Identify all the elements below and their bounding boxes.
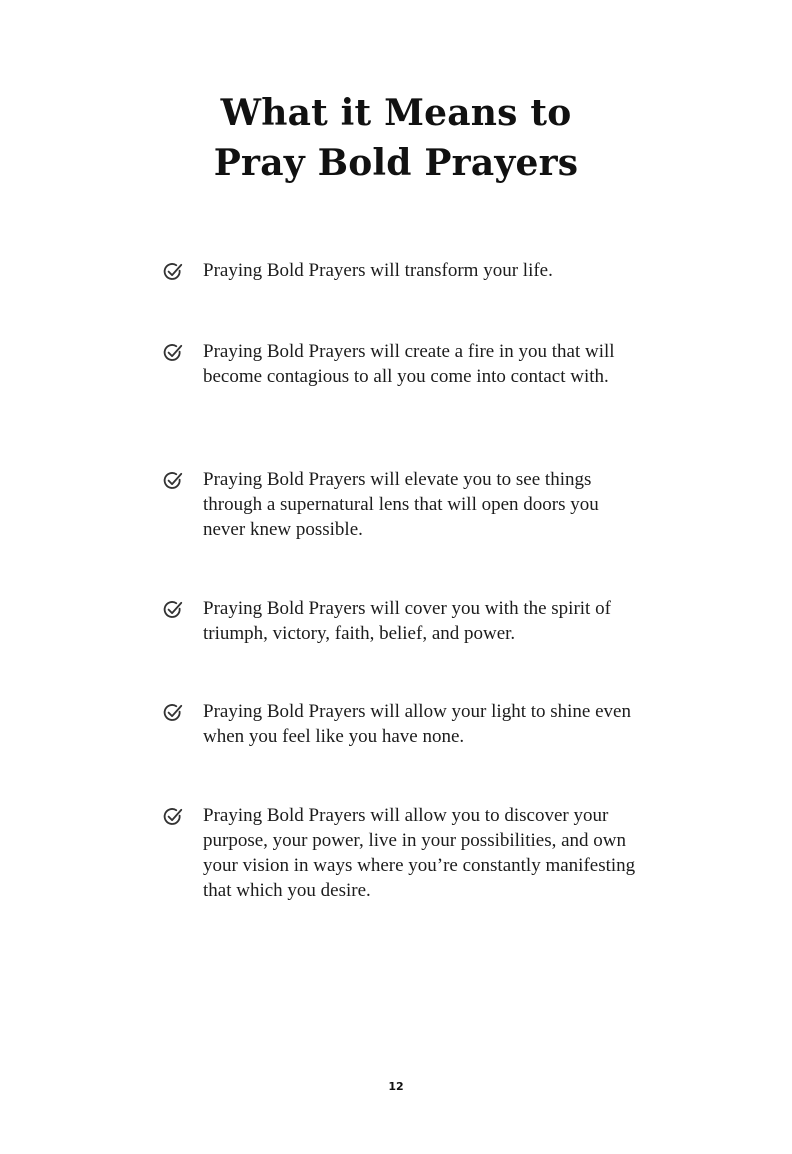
list-item [162,596,642,646]
page-title-line-1: What it Means to [220,92,572,134]
page-number: 12 [388,1080,404,1093]
list-item-text: Praying Bold Prayers will create a fire in you that will become contagious to all you come into contact with. [203,341,615,387]
list-item-text: Praying Bold Prayers will elevate you to see things through a supernatural lens that will open doors you never knew possible. [203,469,599,540]
check-circle-icon [162,702,184,724]
check-circle-icon [162,342,184,364]
list-item-text: Praying Bold Prayers will allow your light to shine even when you feel like you have none. [203,701,631,747]
check-circle-icon [162,599,184,621]
list-item [162,699,642,749]
check-circle-icon [162,470,184,492]
list-item-text: Praying Bold Prayers will transform your life. [203,260,553,281]
page-title [0,88,792,188]
check-circle-icon [162,261,184,283]
list-item [162,467,642,542]
list-item [162,339,642,389]
list-item-text: Praying Bold Prayers will cover you with the spirit of triumph, victory, faith, belief, and power. [203,598,611,644]
list-item [162,803,642,903]
check-circle-icon [162,806,184,828]
list-item [162,258,642,283]
list-item-text: Praying Bold Prayers will allow you to discover your purpose, your power, live in your possibilities, and own your vision in ways where you’re constantly manifesting that which you desire. [203,805,636,901]
page-title-line-2: Pray Bold Prayers [213,142,579,184]
